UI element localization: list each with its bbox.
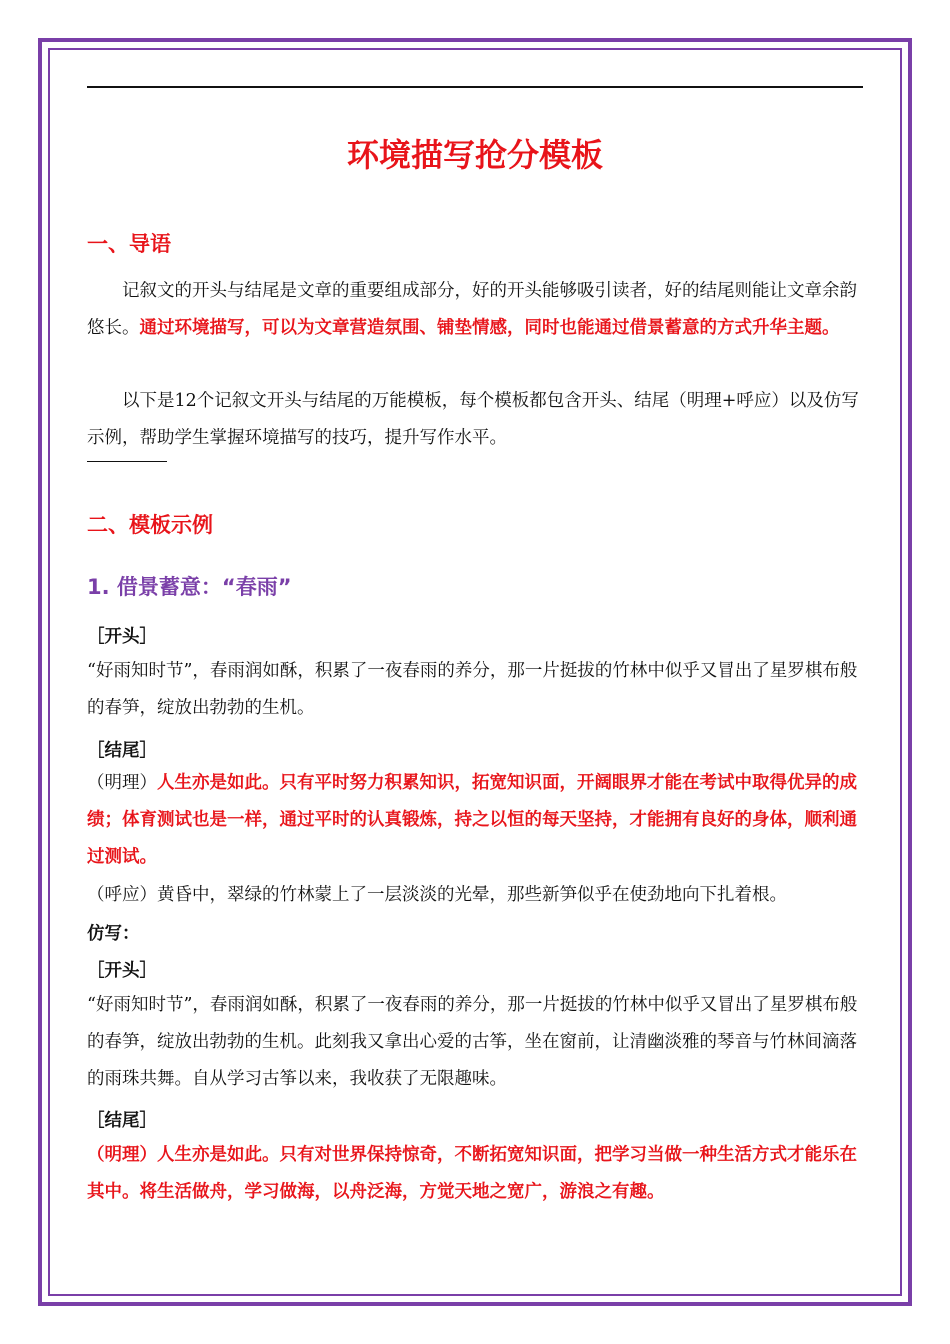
imitation-label: 仿写： [87,924,140,944]
intro-paragraph-1 [87,273,863,347]
opening-text: “好雨知时节”，春雨润如酥，积累了一夜春雨的养分，那一片挺拔的竹林中似乎又冒出了星罗棋布般的春笋，绽放出勃勃的生机。 [87,661,858,718]
mingli-label: （明理） [87,773,157,793]
ending-tag: ［结尾］ [87,741,157,761]
intro-text-highlight: 通过环境描写，可以为文章营造氛围、铺垫情感，同时也能通过借景蓄意的方式升华主题。 [139,318,840,338]
imitation-opening-tag: ［开头］ [87,961,157,981]
mingli-text: 人生亦是如此。只有平时努力积累知识，拓宽知识面，开阔眼界才能在考试中取得优异的成绩；体育测试也是一样，通过平时的认真锻炼，持之以恒的每天坚持，才能拥有良好的身体，顺利通过测试。 [87,773,857,867]
imitation-opening-text: “好雨知时节”，春雨润如酥，积累了一夜春雨的养分，那一片挺拔的竹林中似乎又冒出了星罗棋布般的春笋，绽放出勃勃的生机。此刻我又拿出心爱的古筝，坐在窗前，让清幽淡雅的琴音与竹林间滴落的雨珠共舞。自从学习古筝以来，我收获了无限趣味。 [87,995,858,1089]
page-title: 环境描写抢分模板 [346,136,603,174]
section-intro-heading: 一、导语 [87,232,171,256]
section-templates-heading: 二、模板示例 [87,513,213,537]
template-1-heading: 1. 借景蓄意：“春雨” [87,575,292,599]
intro-paragraph-2: 以下是12个记叙文开头与结尾的万能模板，每个模板都包含开头、结尾（明理+呼应）以及仿写示例，帮助学生掌握环境描写的技巧，提升写作水平。 [87,391,859,448]
top-divider [87,86,863,88]
ending-huying-paragraph: （呼应）黄昏中，翠绿的竹林蒙上了一层淡淡的光晕，那些新笋似乎在使劲地向下扎着根。 [87,885,787,905]
ending-mingli-paragraph [87,765,863,876]
short-divider [87,461,167,462]
intro-text-normal: 记叙文的开头与结尾是文章的重要组成部分，好的开头能够吸引读者，好的结尾则能让文章余韵悠长。 [87,281,857,338]
imitation-ending-tag: ［结尾］ [87,1111,157,1131]
opening-tag: ［开头］ [87,627,157,647]
imitation-ending-text: （明理）人生亦是如此。只有对世界保持惊奇，不断拓宽知识面，把学习当做一种生活方式才能乐在其中。将生活做舟，学习做海，以舟泛海，方觉天地之宽广，游浪之有趣。 [87,1145,857,1202]
